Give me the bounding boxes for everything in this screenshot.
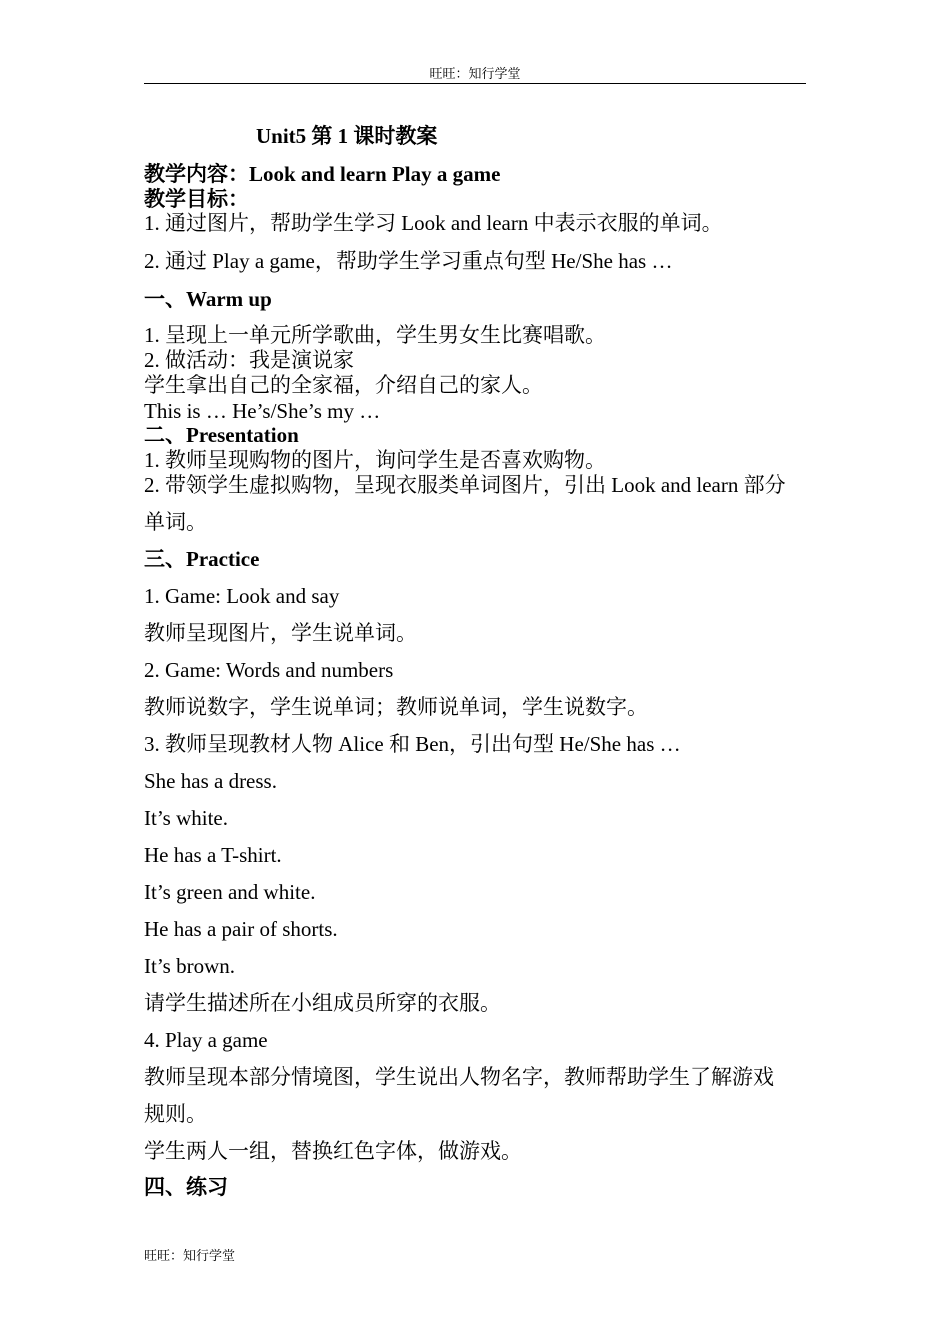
warmup-line: This is … He’s/She’s my …	[144, 399, 381, 423]
practice-heading: 三、Practice	[144, 547, 260, 571]
header-divider	[144, 83, 806, 84]
practice-line: 规则。	[144, 1102, 207, 1126]
presentation-heading: 二、Presentation	[144, 423, 299, 447]
presentation-line: 1. 教师呈现购物的图片，询问学生是否喜欢购物。	[144, 448, 606, 472]
practice-line: 1. Game: Look and say	[144, 584, 340, 608]
document-title: Unit5 第 1 课时教案	[256, 124, 438, 148]
practice-line: It’s green and white.	[144, 880, 316, 904]
practice-line: 教师说数字，学生说单词；教师说单词，学生说数字。	[144, 695, 648, 719]
practice-line: 教师呈现图片，学生说单词。	[144, 621, 417, 645]
objectives-heading: 教学目标：	[144, 187, 249, 211]
objective-item: 2. 通过 Play a game，帮助学生学习重点句型 He/She has …	[144, 249, 673, 273]
practice-line: 请学生描述所在小组成员所穿的衣服。	[144, 991, 501, 1015]
page-footer: 旺旺：知行学堂	[144, 1248, 236, 1263]
practice-line: 3. 教师呈现教材人物 Alice 和 Ben，引出句型 He/She has …	[144, 732, 681, 756]
practice-line: 学生两人一组，替换红色字体，做游戏。	[144, 1139, 522, 1163]
practice-line: 教师呈现本部分情境图，学生说出人物名字，教师帮助学生了解游戏	[144, 1065, 774, 1089]
practice-line: He has a pair of shorts.	[144, 917, 338, 941]
warmup-line: 2. 做活动：我是演说家	[144, 348, 354, 372]
warmup-heading: 一、Warm up	[144, 287, 272, 311]
teaching-content: 教学内容：Look and learn Play a game	[144, 162, 501, 186]
exercise-heading: 四、练习	[144, 1175, 228, 1199]
warmup-line: 学生拿出自己的全家福，介绍自己的家人。	[144, 373, 543, 397]
objective-item: 1. 通过图片，帮助学生学习 Look and learn 中表示衣服的单词。	[144, 211, 723, 235]
practice-line: He has a T-shirt.	[144, 843, 282, 867]
practice-line: 4. Play a game	[144, 1028, 268, 1052]
practice-line: She has a dress.	[144, 769, 277, 793]
header-text: 旺旺：知行学堂	[429, 66, 521, 81]
practice-line: It’s white.	[144, 806, 228, 830]
presentation-line: 单词。	[144, 510, 207, 534]
presentation-line: 2. 带领学生虚拟购物，呈现衣服类单词图片，引出 Look and learn 部分	[144, 473, 786, 497]
practice-line: It’s brown.	[144, 954, 235, 978]
practice-line: 2. Game: Words and numbers	[144, 658, 394, 682]
warmup-line: 1. 呈现上一单元所学歌曲，学生男女生比赛唱歌。	[144, 323, 606, 347]
